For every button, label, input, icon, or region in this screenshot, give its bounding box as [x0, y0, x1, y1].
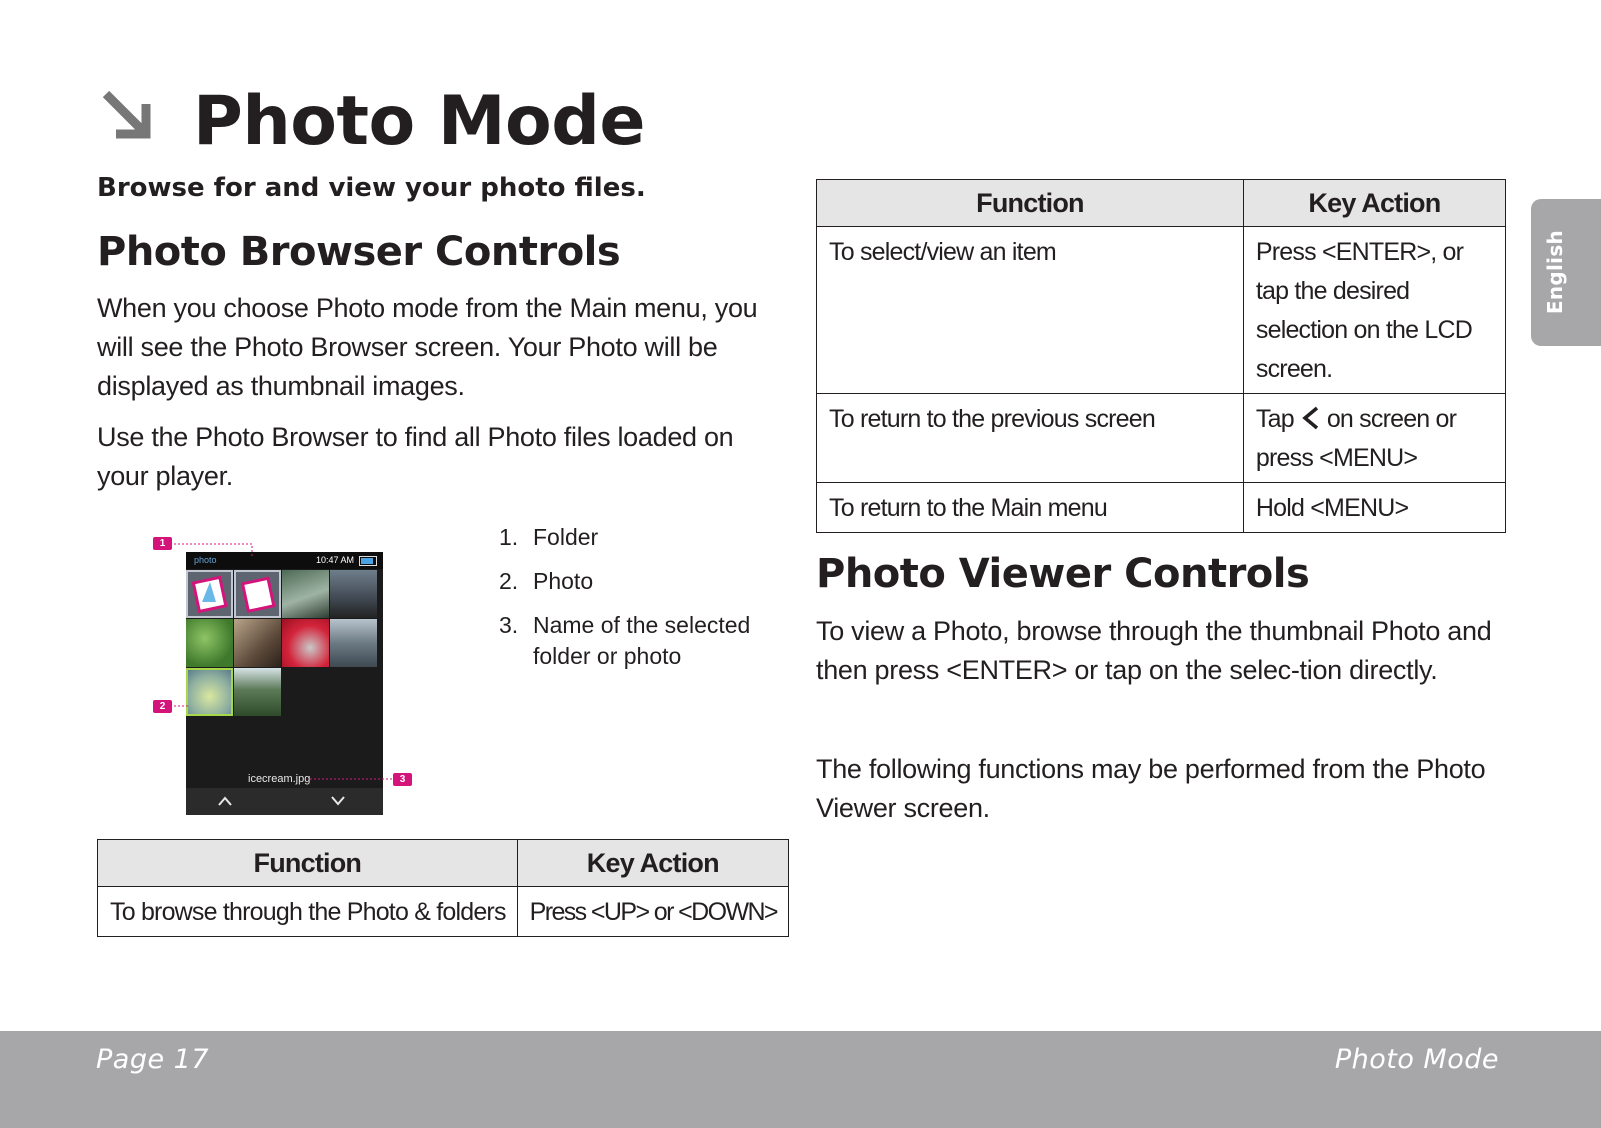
legend-item: 2. Photo — [499, 568, 594, 594]
device-app-label: photo — [194, 555, 217, 565]
viewer-controls-heading: Photo Viewer Controls — [816, 551, 1310, 597]
function-cell: To return to the Main menu — [817, 483, 1244, 533]
language-tab — [1531, 199, 1601, 346]
key-action-cell: Press <ENTER>, or tap the desired selection on the LCD screen. — [1243, 227, 1505, 394]
function-cell: To select/view an item — [817, 227, 1244, 394]
table-header-row — [98, 840, 789, 887]
function-column-header: Function — [817, 180, 1244, 227]
key-action-text: on screen or press <MENU> — [1255, 405, 1457, 472]
diagonal-arrow-icon — [98, 86, 162, 150]
key-action-cell: Press <UP> or <DOWN> — [517, 887, 788, 937]
function-cell: To return to the previous screen — [817, 394, 1244, 483]
legend-item: 3. Name of the selected folder or photo — [499, 612, 751, 669]
function-cell: To browse through the Photo & folders — [98, 887, 518, 937]
chevron-up-icon — [216, 794, 234, 808]
page-subtitle: Browse for and view your photo files. — [97, 173, 646, 203]
selected-filename: icecream.jpg — [248, 773, 311, 785]
viewer-functions-paragraph: The following functions may be performed from the Photo Viewer screen. — [816, 754, 1486, 823]
language-tab-label: English — [1543, 229, 1567, 315]
viewer-intro-paragraph: To view a Photo, browse through the thumbnail Photo and then press <ENTER> or tap on the selec-tion directly. — [816, 616, 1492, 685]
footer-page-number: Page 17 — [96, 1044, 210, 1075]
legend-item-text: Name of the selected folder or photo — [533, 612, 751, 669]
key-action-cell: Hold <MENU> — [1243, 483, 1505, 533]
key-action-cell — [1243, 394, 1505, 483]
key-action-column-header: Key Action — [517, 840, 788, 887]
key-action-text: Tap — [1255, 405, 1294, 433]
callout-leader-lines — [150, 535, 420, 795]
viewer-key-table — [816, 179, 1506, 533]
legend-item-text: Photo — [533, 568, 594, 594]
footer-section-title: Photo Mode — [1334, 1044, 1499, 1075]
table-row — [817, 227, 1506, 394]
page-footer — [0, 1031, 1601, 1128]
legend-item: 1. Folder — [499, 524, 599, 550]
table-row — [817, 394, 1506, 483]
browser-intro-paragraph: When you choose Photo mode from the Main menu, you will see the Photo Browser screen. Your Photo will be displayed as thumbnail images. — [97, 293, 758, 401]
table-header-row — [817, 180, 1506, 227]
browser-key-table — [97, 839, 789, 937]
table-row — [98, 887, 789, 937]
page-title: Photo Mode — [193, 82, 646, 161]
table-row — [817, 483, 1506, 533]
browser-usage-paragraph: Use the Photo Browser to find all Photo files loaded on your player. — [97, 422, 734, 491]
chevron-down-icon — [329, 794, 347, 808]
function-column-header: Function — [98, 840, 518, 887]
callout-marker-3: 3 — [393, 773, 412, 786]
browser-controls-heading: Photo Browser Controls — [97, 229, 621, 275]
callout-marker-1: 1 — [153, 537, 172, 550]
key-action-column-header: Key Action — [1243, 180, 1505, 227]
device-clock: 10:47 AM — [316, 555, 355, 565]
callout-marker-2: 2 — [153, 700, 172, 713]
legend-item-text: Folder — [533, 524, 599, 550]
back-chevron-icon — [1298, 405, 1324, 431]
callout-legend-list — [494, 522, 793, 685]
